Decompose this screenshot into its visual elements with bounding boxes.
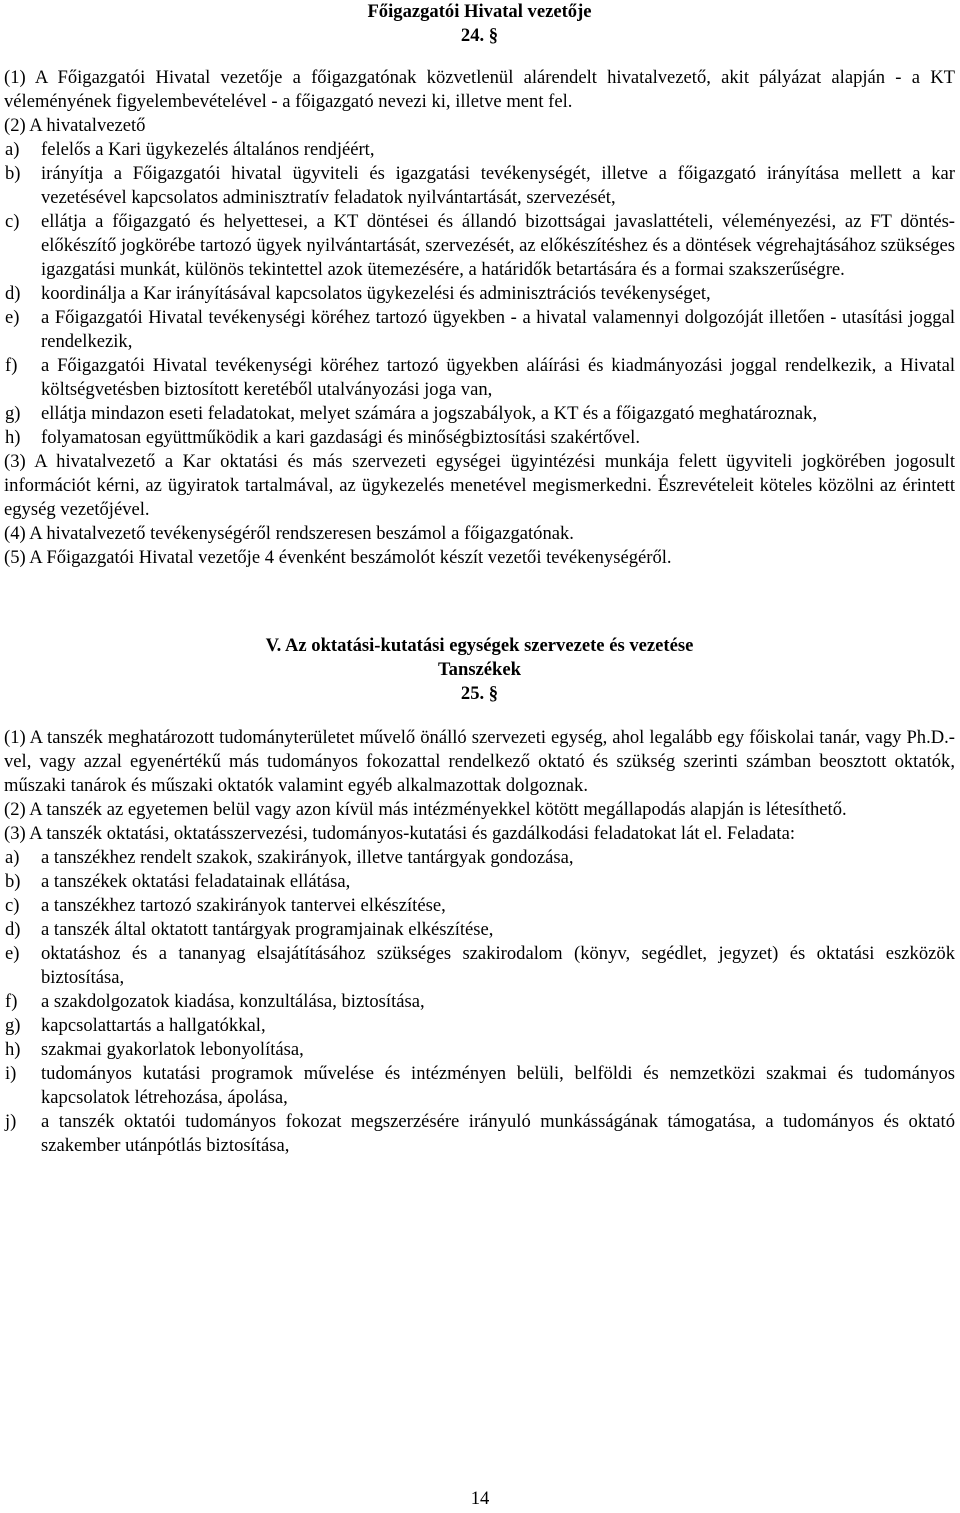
- list-item-text: irányítja a Főigazgatói hivatal ügyviteli és igazgatási tevékenységét, illetve a főigazgató irányítása mellett a kar vezetésével kapcsolatos adminisztratív feladatok nyilvántartását, szervezését,: [41, 163, 955, 208]
- list-item: [4, 870, 955, 894]
- list-item-label: f): [5, 991, 18, 1012]
- section-24-list: [4, 138, 955, 450]
- list-item-label: i): [5, 1063, 17, 1084]
- list-item-label: d): [5, 283, 21, 304]
- section-24-para-1: (1) A Főigazgatói Hivatal vezetője a főigazgatónak közvetlenül alárendelt hivatalvezető, akit pályázat alapján - a KT véleményének figyelembevételével - a főigazgató nevezi ki, illetve ment fel.: [4, 67, 955, 112]
- section-25-para-1: (1) A tanszék meghatározott tudományterületet művelő önálló szervezeti egység, ahol legalább egy főiskolai tanár, vagy Ph.D.-vel, vagy azzal egyenértékű más tudományos fokozattal rendelkező oktató és szükség szerinti számban beosztott oktatók, műszaki tanárok és műszaki oktatók valamint egyéb alkalmazottak dolgoznak.: [4, 727, 955, 796]
- list-item-label: h): [5, 1039, 21, 1060]
- list-item: [4, 282, 955, 306]
- list-item-text: ellátja mindazon eseti feladatokat, melyet számára a jogszabályok, a KT és a főigazgató meghatároznak,: [41, 403, 818, 424]
- list-item-text: a szakdolgozatok kiadása, konzultálása, biztosítása,: [41, 991, 425, 1012]
- list-item-label: f): [5, 355, 18, 376]
- list-item-text: oktatáshoz és a tananyag elsajátításához szükséges szakirodalom (könyv, segédlet, jegyzet) és oktatási eszközök biztosítása,: [41, 943, 955, 988]
- list-item-label: b): [5, 163, 21, 184]
- section-24-title-text: Főigazgatói Hivatal vezetője: [367, 1, 592, 22]
- list-item-label: b): [5, 871, 21, 892]
- list-item-text: a tanszék által oktatott tantárgyak programjainak elkészítése,: [41, 919, 494, 940]
- list-item: [4, 990, 955, 1014]
- list-item-label: a): [5, 139, 20, 160]
- list-item-label: a): [5, 847, 20, 868]
- section-25-para-2: (2) A tanszék az egyetemen belül vagy azon kívül más intézményekkel kötött megállapodás alapján is létesíthető.: [4, 799, 847, 820]
- list-item: [4, 426, 955, 450]
- list-item-label: j): [5, 1111, 17, 1132]
- section-25-number: 25. §: [460, 683, 499, 704]
- section-24-para-4: (4) A hivatalvezető tevékenységéről rendszeresen beszámol a főigazgatónak.: [4, 523, 574, 544]
- list-item-text: a tanszékhez tartozó szakirányok tantervei elkészítése,: [41, 895, 446, 916]
- section-24-title: [4, 0, 955, 24]
- document-page: [4, 0, 955, 1158]
- list-item: [4, 1014, 955, 1038]
- list-item: [4, 210, 955, 282]
- list-item-label: d): [5, 919, 21, 940]
- list-item-label: c): [5, 211, 20, 232]
- list-item: [4, 306, 955, 354]
- list-item-label: g): [5, 1015, 21, 1036]
- list-item: [4, 846, 955, 870]
- list-item-text: kapcsolattartás a hallgatókkal,: [41, 1015, 266, 1036]
- section-24-para-5: (5) A Főigazgatói Hivatal vezetője 4 évenként beszámolót készít vezetői tevékenységéről.: [4, 547, 672, 568]
- list-item-text: a Főigazgatói Hivatal tevékenységi köréhez tartozó ügyekben - a hivatal valamennyi dolgozóját illetően - utasítási joggal rendelkezik,: [41, 307, 955, 352]
- list-item-text: a tanszékhez rendelt szakok, szakirányok, illetve tantárgyak gondozása,: [41, 847, 574, 868]
- list-item: [4, 354, 955, 402]
- list-item-label: e): [5, 307, 20, 328]
- list-item-text: szakmai gyakorlatok lebonyolítása,: [41, 1039, 304, 1060]
- list-item: [4, 894, 955, 918]
- list-item-text: a tanszék oktatói tudományos fokozat megszerzésére irányuló munkásságának támogatása, a tudományos és oktató szakember utánpótlás biztosítása,: [41, 1111, 955, 1156]
- list-item-label: e): [5, 943, 20, 964]
- list-item-text: a tanszékek oktatási feladatainak ellátása,: [41, 871, 351, 892]
- list-item: [4, 138, 955, 162]
- list-item-text: folyamatosan együttműködik a kari gazdasági és minőségbiztosítási szakértővel.: [41, 427, 640, 448]
- list-item-label: c): [5, 895, 20, 916]
- list-item: [4, 1062, 955, 1110]
- list-item: [4, 402, 955, 426]
- list-item-label: g): [5, 403, 21, 424]
- list-item-text: felelős a Kari ügykezelés általános rendjéért,: [41, 139, 375, 160]
- section-24-para-2-intro: (2) A hivatalvezető: [4, 115, 146, 136]
- list-item: [4, 162, 955, 210]
- list-item-text: ellátja a főigazgató és helyettesei, a KT döntései és állandó bizottságai javaslattételi, véleményezési, az FT döntés-előkészítő jogkörébe tartozó ügyek nyilvántartását, szervezését, az előkészítéshez és a döntések végrehajtásához szükséges igazgatási munkát, különös tekintettel azok ütemezésére, a határidők betartására és a formai szakszerűségre.: [41, 211, 955, 280]
- list-item: [4, 918, 955, 942]
- list-item-text: a Főigazgatói Hivatal tevékenységi köréhez tartozó ügyekben aláírási és kiadmányozási joggal rendelkezik, a Hivatal költségvetésben biztosított keretéből utalványozási joga van,: [41, 355, 955, 400]
- list-item-label: h): [5, 427, 21, 448]
- page-number: 14: [470, 1488, 490, 1509]
- section-24-para-3: (3) A hivatalvezető a Kar oktatási és más szervezeti egységei ügyintézési munkája felett ügyviteli jogkörében jogosult információt kérni, az ügyiratok tartalmával, az ügykezelés menetével megismerkedni. Észrevételeit köteles közölni az érintett egység vezetőjével.: [4, 451, 955, 520]
- chapter-5-subtitle: Tanszékek: [437, 659, 521, 680]
- section-25-list: [4, 846, 955, 1158]
- chapter-5-title: V. Az oktatási-kutatási egységek szervezete és vezetése: [265, 635, 694, 656]
- list-item: [4, 1038, 955, 1062]
- section-25-para-3: (3) A tanszék oktatási, oktatásszervezési, tudományos-kutatási és gazdálkodási feladatokat lát el. Feladata:: [4, 823, 795, 844]
- section-24-number: 24. §: [460, 25, 499, 46]
- list-item: [4, 1110, 955, 1158]
- list-item: [4, 942, 955, 990]
- list-item-text: tudományos kutatási programok művelése és intézményen belüli, belföldi és nemzetközi szakmai és tudományos kapcsolatok létrehozása, ápolása,: [41, 1063, 955, 1108]
- list-item-text: koordinálja a Kar irányításával kapcsolatos ügykezelési és adminisztrációs tevékenységet,: [41, 283, 711, 304]
